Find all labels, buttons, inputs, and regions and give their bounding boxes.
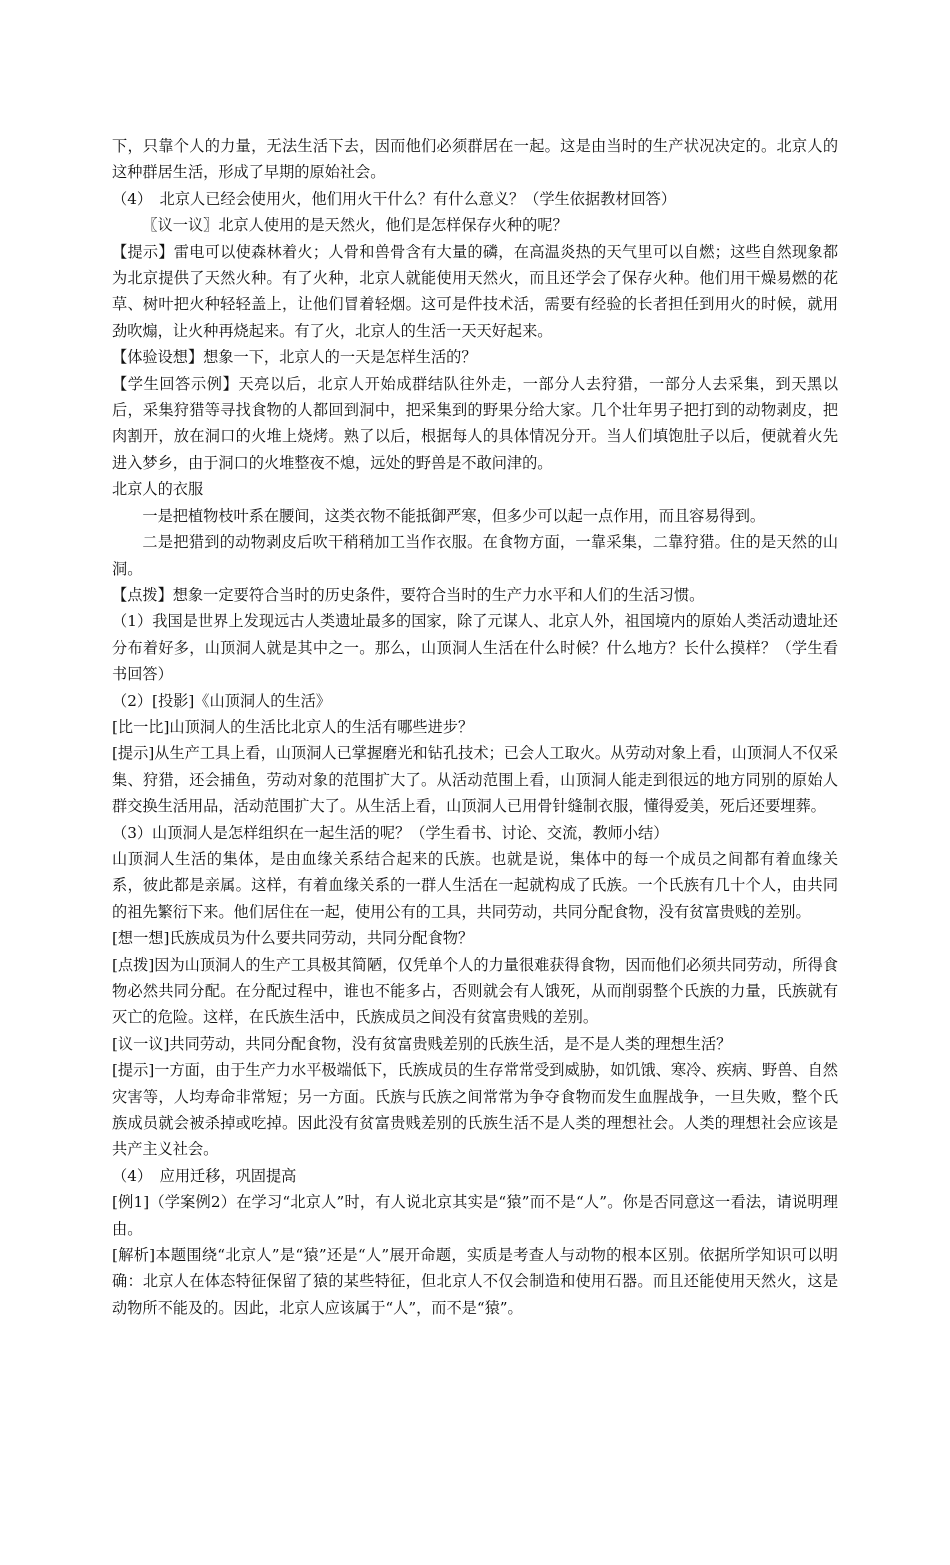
think-shared-labor: [想一想]氏族成员为什么要共同劳动，共同分配食物？ <box>112 929 474 948</box>
compare-progress: [比一比]山顶洞人的生活比北京人的生活有哪些进步？ <box>112 717 474 736</box>
clan-explanation: 山顶洞人生活的集体，是由血缘关系结合起来的氏族。也就是说，集体中的每一个成员之间都有着血缘关系，彼此都是亲属。这样，有着血缘关系的一群人生活在一起就构成了氏族。一个氏族有几十个人，由共同的祖先繁衍下来。他们居住在一起，使用公有的工具，共同劳动，共同分配食物，没有贫富贵贱的差别。 <box>112 849 838 921</box>
question-3-organization: （3）山顶洞人是怎样组织在一起生活的呢？（学生看书、讨论、交流，教师小结） <box>112 823 669 842</box>
guidance-imagination: 【点拨】想象一定要符合当时的历史条件，要符合当时的生产力水平和人们的生活习惯。 <box>112 585 705 604</box>
hint-ideal-society: [提示]一方面，由于生产力水平极端低下，氏族成员的生存常常受到威胁，如饥饿、寒冷、疾病、野兽、自然灾害等，人均寿命非常短；另一方面。氏族与氏族之间常常为争夺食物而发生血腥战争，一旦失败，整个氏族成员就会被杀掉或吃掉。因此没有贫富贵贱差别的氏族生活不是人类的理想社会。人类的理想社会应该是共产主义社会。 <box>112 1061 838 1159</box>
clothing-point-2: 二是把猎到的动物剥皮后吹干稍稍加工当作衣服。在食物方面，一靠采集，二靠狩猎。住的是天然的山洞。 <box>112 533 838 578</box>
section-4-application: （4） 应用迁移，巩固提高 <box>112 1166 297 1185</box>
question-4-fire: （4） 北京人已经会使用火，他们用火干什么？有什么意义？（学生依据教材回答） <box>112 189 677 208</box>
hint-fire: 【提示】雷电可以使森林着火；人骨和兽骨含有大量的磷，在高温炎热的天气里可以自燃；这些自然现象都为北京提供了天然火种。有了火种，北京人就能使用天然火，而且还学会了保存火种。他们用干燥易燃的花草、树叶把火种轻轻盖上，让他们冒着轻烟。这可是件技术活，需要有经验的长者担任到用火的时候，就用劲吹煽，让火种再烧起来。有了火，北京人的生活一天天好起来。 <box>112 242 838 340</box>
question-1-upper-cave: （1）我国是世界上发现远古人类遗址最多的国家，除了元谋人、北京人外，祖国境内的原始人类活动遗址还分布着好多，山顶洞人就是其中之一。那么，山顶洞人生活在什么时候？什么地方？长什么摸样？（学生看书回答） <box>112 612 838 684</box>
projection-upper-cave-life: （2）[投影]《山顶洞人的生活》 <box>112 691 331 710</box>
example-1-question: [例1]（学案例2）在学习“北京人”时，有人说北京其实是“猿”而不是“人”。你是否同意这一看法，请说明理由。 <box>112 1193 838 1238</box>
guidance-shared-labor: [点拨]因为山顶洞人的生产工具极其简陋，仅凭单个人的力量很难获得食物，因而他们必须共同劳动，所得食物必然共同分配。在分配过程中，谁也不能多占，否则就会有人饿死，从而削弱整个氏族的力量，氏族就有灭亡的危险。这样，在氏族生活中，氏族成员之间没有贫富贵贱的差别。 <box>112 955 838 1027</box>
clothing-point-1: 一是把植物枝叶系在腰间，这类衣物不能抵御严寒，但多少可以起一点作用，而且容易得到。 <box>142 506 766 525</box>
paragraph-continuation: 下，只靠个人的力量，无法生活下去，因而他们必须群居在一起。这是由当时的生产状况决定的。北京人的这种群居生活，形成了早期的原始社会。 <box>112 137 838 182</box>
student-answer-example: 【学生回答示例】天亮以后，北京人开始成群结队往外走，一部分人去狩猎，一部分人去采集，到天黑以后，采集狩猎等寻找食物的人都回到洞中，把采集到的野果分给大家。几个壮年男子把打到的动物剥皮，把肉割开，放在洞口的火堆上烧烤。熟了以后，根据每人的具体情况分开。当人们填饱肚子以后，便就着火先进入梦乡，由于洞口的火堆整夜不熄，远处的野兽是不敢问津的。 <box>112 374 838 472</box>
discuss-fire-keeping: 〖议一议〗北京人使用的是天然火，他们是怎样保存火种的呢？ <box>142 216 568 235</box>
document-body <box>112 133 838 1321</box>
example-1-analysis: [解析]本题围绕“北京人”是“猿”还是“人”展开命题，实质是考查人与动物的根本区别。依据所学知识可以明确：北京人在体态特征保留了猿的某些特征，但北京人不仅会制造和使用石器。而且还能使用天然火，这是动物所不能及的。因此，北京人应该属于“人”，而不是“猿”。 <box>112 1246 838 1317</box>
discuss-ideal-life: [议一议]共同劳动，共同分配食物，没有贫富贵贱差别的氏族生活，是不是人类的理想生活？ <box>112 1034 732 1053</box>
experience-imagine: 【体验设想】想象一下，北京人的一天是怎样生活的？ <box>112 348 477 367</box>
hint-progress: [提示]从生产工具上看，山顶洞人已掌握磨光和钻孔技术；已会人工取火。从劳动对象上看，山顶洞人不仅采集、狩猎，还会捕鱼，劳动对象的范围扩大了。从活动范围上看，山顶洞人能走到很远的地方同别的原始人群交换生活用品，活动范围扩大了。从生活上看，山顶洞人已用骨针缝制衣服，懂得爱美，死后还要埋葬。 <box>112 744 838 816</box>
section-heading-clothing: 北京人的衣服 <box>112 480 204 499</box>
